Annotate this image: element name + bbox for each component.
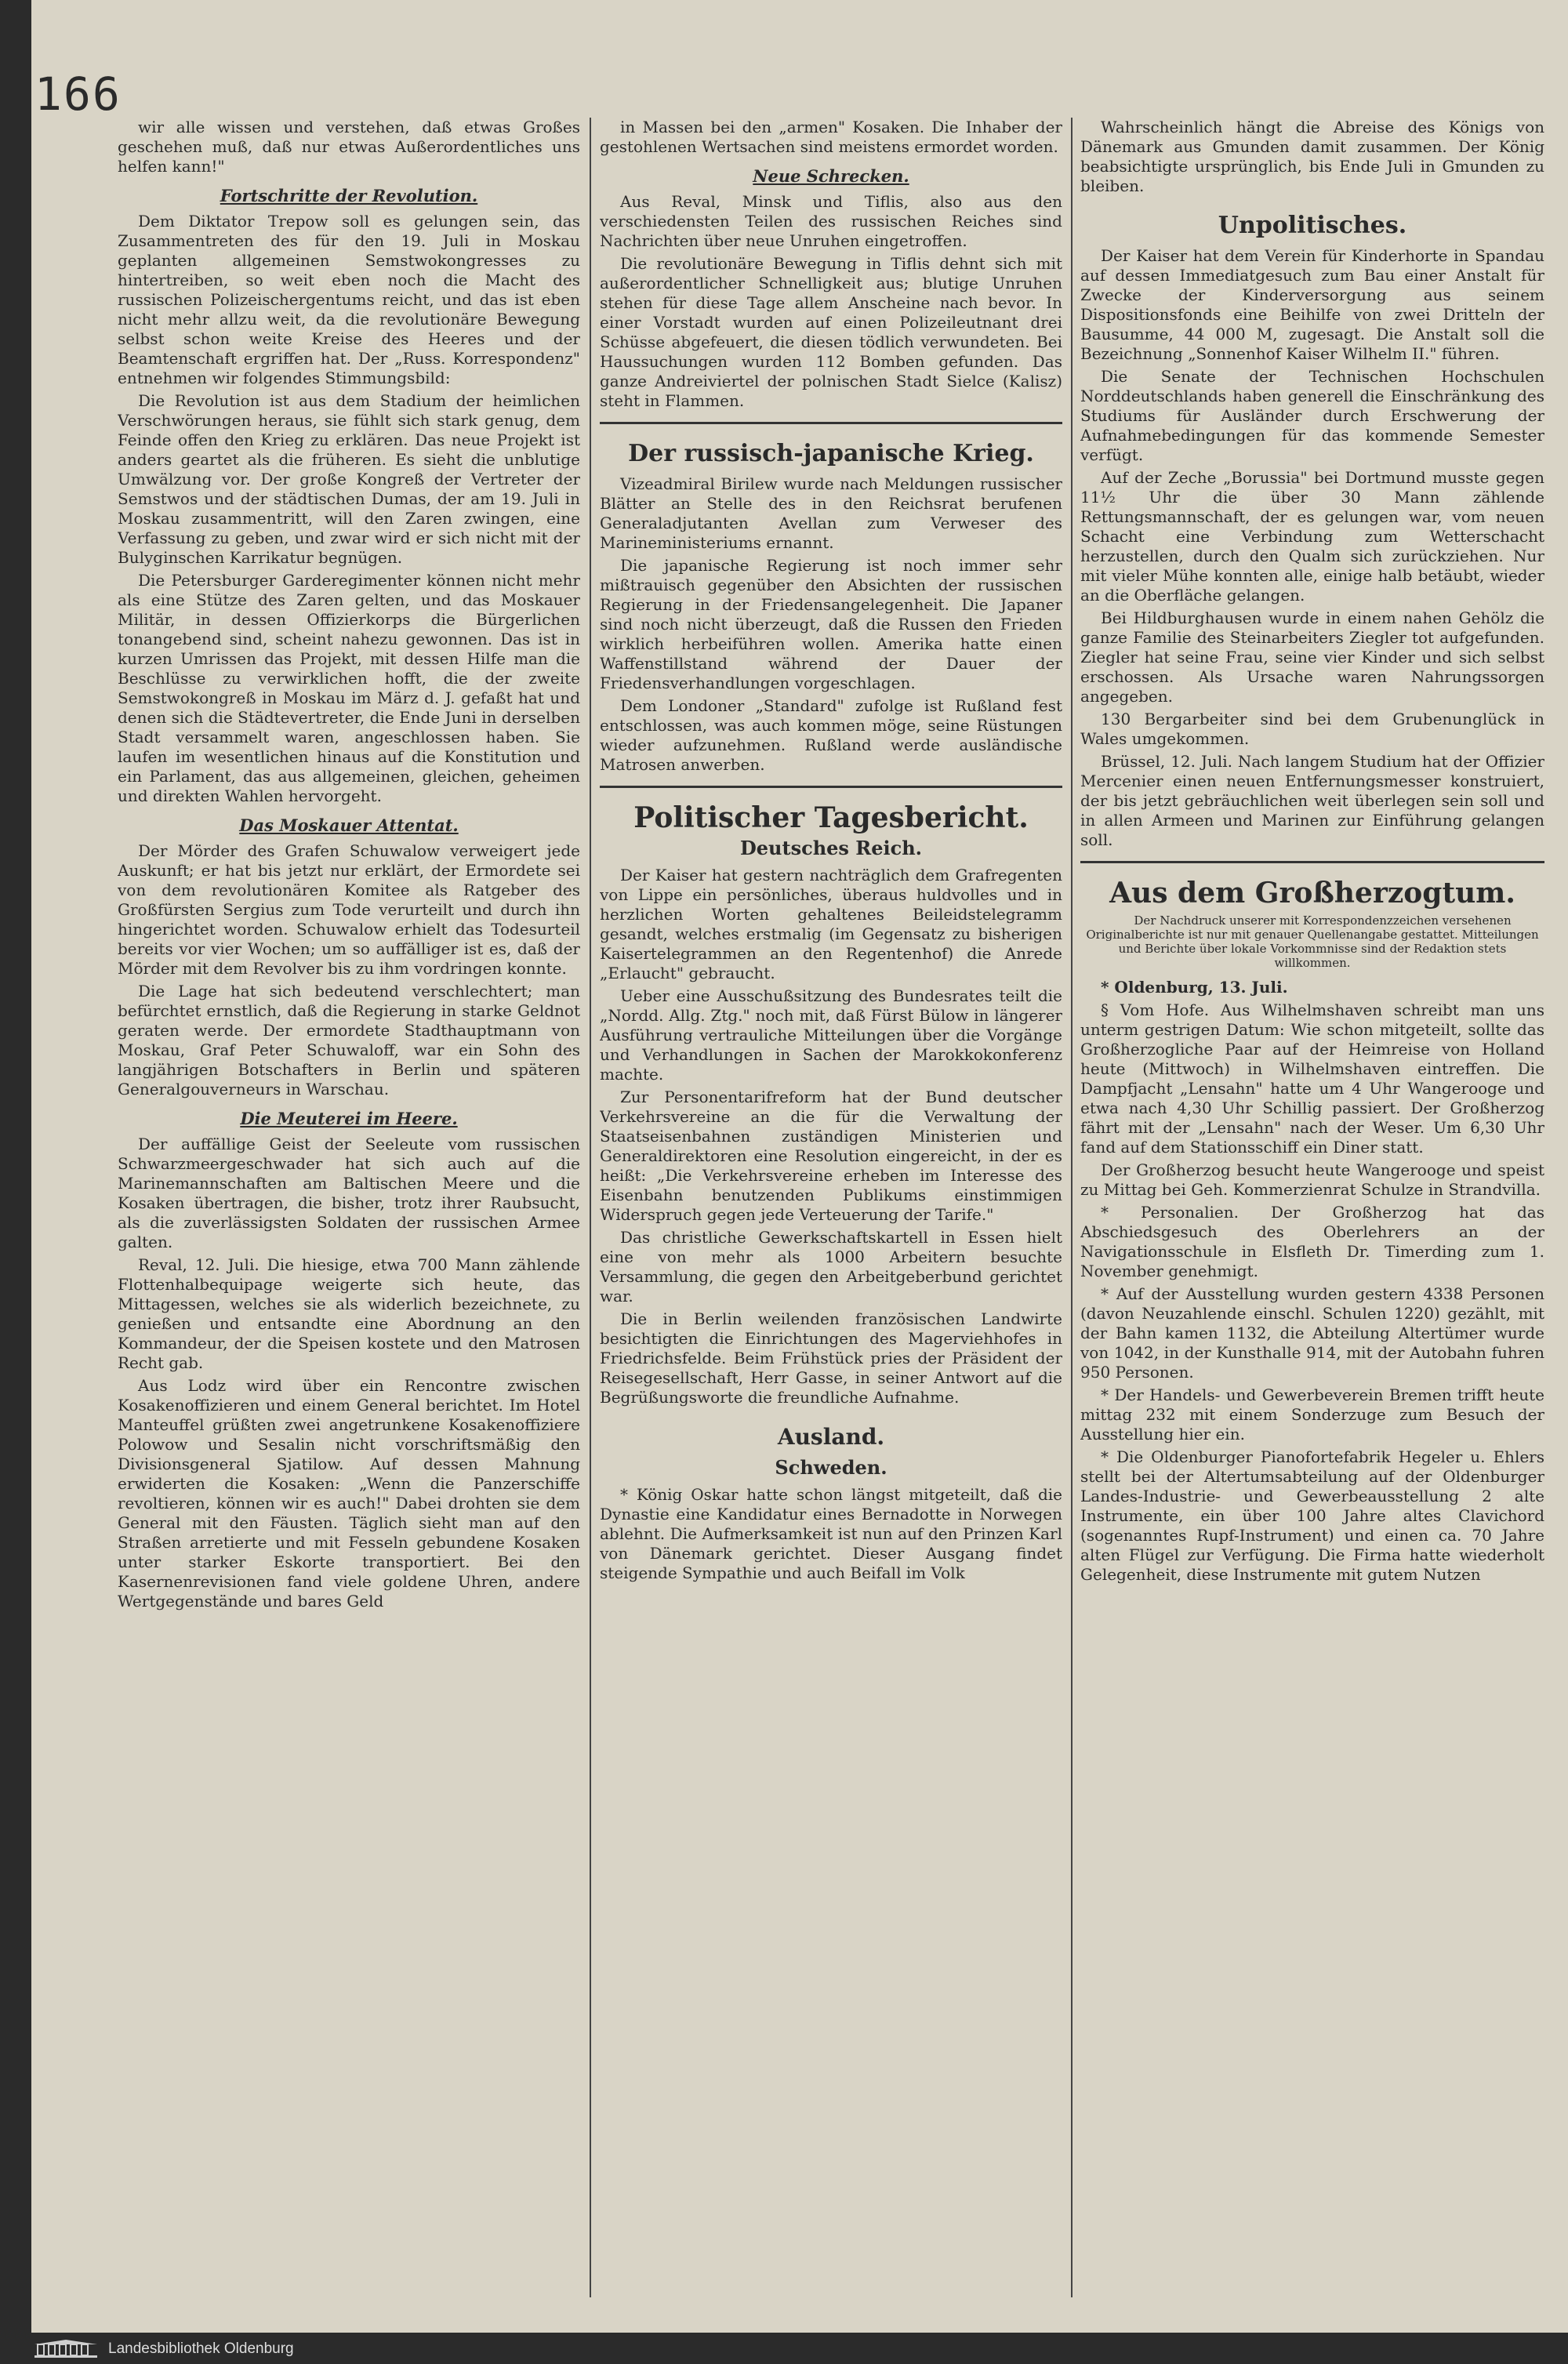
article-paragraph: Brüssel, 12. Juli. Nach langem Studium hat der Offizier Mercenier einen neuen Entfernungsmesser konstruiert, der bis jetzt gebräuchlichen weit überlegen sein soll und in allen Armeen und Marinen zur Einführung gelangen soll. xyxy=(1080,752,1544,849)
section-subtitle: Deutsches Reich. xyxy=(739,837,923,859)
article-paragraph: in Massen bei den „armen" Kosaken. Die Inhaber der gestohlenen Wertsachen sind meistens ermordet worden. xyxy=(600,118,1062,156)
library-name: Landesbibliothek Oldenburg xyxy=(108,2340,294,2357)
section-title: Der russisch-japanische Krieg. xyxy=(628,440,1034,467)
article-paragraph: Dem Diktator Trepow soll es gelungen sein, das Zusammentreten des für den 19. Juli in Moskau geplanten allgemeinen Semstwokongresses zu hintertreiben, so weit eben noch die Macht des russischen Polizeischergentums reicht, und das ist eben nicht mehr allzu weit, da die revolutionäre Bewegung selbst schon weite Kreise des Heeres und der Beamtenschaft ergriffen hat. Der „Russ. Korrespondenz" entnehmen wir folgendes Stimmungsbild: xyxy=(118,212,580,387)
column-divider xyxy=(1071,118,1073,2297)
article-paragraph: Der Kaiser hat gestern nachträglich dem Grafregenten von Lippe ein persönliches, überaus huldvolles und in herzlichen Worten gehaltenes Beileidstelegramm gesandt, welches erstmalig (im Gegensatz zu bisherigen Kaisertelegrammen an den Regentenhof) die Anrede „Erlaucht" gebraucht. xyxy=(600,866,1062,982)
article-paragraph: Bei Hildburghausen wurde in einem nahen Gehölz die ganze Familie des Steinarbeiters Ziegler tot aufgefunden. Ziegler hat seine Frau, seine vier Kinder und sich selbst erschossen. Als Ursache waren Nahrungssorgen angegeben. xyxy=(1080,608,1544,706)
article-paragraph: 130 Bergarbeiter sind bei dem Grubenunglück in Wales umgekommen. xyxy=(1080,710,1544,748)
article-paragraph: Der Mörder des Grafen Schuwalow verweigert jede Auskunft; er hat bis jetzt nur erklärt, der Ermordete sei von dem revolutionären Komitee als Ratgeber des Großfürsten Sergius zum Tode verurteilt und durch ihn hingerichtet worden. Schuwalow erhielt das Todesurteil bereits vor vier Wochen; um so auffälliger ist es, daß der Mörder mit dem Revolver bis zu ihm vordringen konnte. xyxy=(118,841,580,978)
article-paragraph: Ueber eine Ausschußsitzung des Bundesrates teilt die „Nordd. Allg. Ztg." noch mit, daß Fürst Bülow in längerer Ausführung vertrauliche Mitteilungen über die Vorgänge und Verhandlungen in Sachen der Marokkokonferenz machte. xyxy=(600,986,1062,1084)
article-paragraph: Die japanische Regierung ist noch immer sehr mißtrauisch gegenüber den Absichten der russischen Regierung in der Friedensangelegenheit. Die Japaner sind noch nicht überzeugt, daß die Russen den Frieden wirklich herbeiführen wollen. Amerika hatte einen Waffenstillstand während der Dauer der Friedensverhandlungen vorgeschlagen. xyxy=(600,556,1062,692)
article-paragraph: Zur Personentarifreform hat der Bund deutscher Verkehrsvereine an die für die Verwaltung der Staatseisenbahnen zuständigen Ministerien und Generaldirektoren eine Resolution eingereicht, in der es heißt: „Die Verkehrsvereine erheben im Interesse des Eisenbahn benutzenden Publikums einstimmigen Widerspruch gegen jede Verteuerung der Tarife." xyxy=(600,1088,1062,1224)
article-paragraph: Die revolutionäre Bewegung in Tiflis dehnt sich mit außerordentlicher Schnelligkeit aus; blutige Unruhen stehen für diese Tage allem Anscheine nach bevor. In einer Vorstadt wurden auf einen Polizeileutnant drei Schüsse abgefeuert, die diesen tödlich verwundeten. Bei Haussuchungen wurden 112 Bomben gefunden. Das ganze Andreiviertel der polnischen Stadt Sielce (Kalisz) steht in Flammen. xyxy=(600,254,1062,410)
article-paragraph: * Die Oldenburger Pianofortefabrik Hegeler u. Ehlers stellt bei der Altertumsabteilung auf der Oldenburger Landes-Industrie- und Gewerbeausstellung 2 alte Instrumente, ein über 100 Jahre altes Clavichord (sogenanntes Rupf-Instrument) und einen ca. 70 Jahre alten Flügel zur Verfügung. Die Firma hatte wiederholt Gelegenheit, diese Instrumente mit gutem Nutzen xyxy=(1080,1447,1544,1584)
column-3 xyxy=(1080,118,1544,2305)
article-paragraph: Wahrscheinlich hängt die Abreise des Königs von Dänemark aus Gmunden damit zusammen. Der König beabsichtigte ursprünglich, bis Ende Juli in Gmunden zu bleiben. xyxy=(1080,118,1544,195)
dateline: * Oldenburg, 13. Juli. xyxy=(1101,978,1288,997)
article-paragraph: Aus Reval, Minsk und Tiflis, also aus den verschiedensten Teilen des russischen Reiches sind Nachrichten über neue Unruhen eingetroffen. xyxy=(600,192,1062,250)
article-paragraph: * Der Handels- und Gewerbeverein Bremen trifft heute mittag 232 mit einem Sonderzuge zum Besuch der Ausstellung hier ein. xyxy=(1080,1385,1544,1443)
section-heading: Das Moskauer Attentat. xyxy=(239,815,459,835)
reprint-note: Der Nachdruck unserer mit Korrespondenzzeichen versehenen Originalberichte ist nur mit genauer Quellenangabe gestattet. Mitteilungen und Berichte über lokale Vorkommnisse sind der Redaktion stets willkommen. xyxy=(1086,913,1539,970)
article-paragraph: § Vom Hofe. Aus Wilhelmshaven schreibt man uns unterm gestrigen Datum: Wie schon mitgeteilt, sollte das Großherzogliche Paar auf der Heimreise von Holland heute (Mittwoch) in Wilhelmshaven eintreffen. Die Dampfjacht „Lensahn" hatte um 4 Uhr Wangerooge und etwa nach 4,30 Uhr Schillig passiert. Der Großherzog fährt mit der „Lensahn" nach der Weser. Um 6,30 Uhr fand auf dem Stationsschiff ein Diner statt. xyxy=(1080,1000,1544,1157)
article-paragraph: Reval, 12. Juli. Die hiesige, etwa 700 Mann zählende Flottenhalbequipage weigerte sich heute, das Mittagessen, welches sie als widerlich bezeichnete, zu genießen und entsandte eine Abordnung an den Kommandeur, der die Speisen kostete und den Matrosen Recht gab. xyxy=(118,1255,580,1372)
article-paragraph: Die in Berlin weilenden französischen Landwirte besichtigten die Einrichtungen des Magerviehhofes in Friedrichsfelde. Beim Frühstück pries der Präsident der Reisegesellschaft, Herr Gasse, in seiner Antwort auf die Begrüßungsworte die freundliche Aufnahme. xyxy=(600,1309,1062,1407)
article-paragraph: Das christliche Gewerkschaftskartell in Essen hielt eine von mehr als 1000 Arbeitern besuchte Versammlung, die gegen den Arbeitgeberbund gerichtet war. xyxy=(600,1228,1062,1305)
section-rule xyxy=(1080,861,1544,863)
article-paragraph: Die Lage hat sich bedeutend verschlechtert; man befürchtet ernstlich, daß die Regierung in starke Geldnot geraten werde. Der ermordete Stadthauptmann von Moskau, Graf Peter Schuwaloff, war ein Sohn des langjährigen Botschafters in Berlin und späteren Generalgouverneurs in Warschau. xyxy=(118,982,580,1098)
article-paragraph: wir alle wissen und verstehen, daß etwas Großes geschehen muß, daß nur etwas Außerordentliches uns helfen kann!" xyxy=(118,118,580,176)
section-title: Ausland. xyxy=(777,1424,885,1450)
article-paragraph: * König Oskar hatte schon längst mitgeteilt, daß die Dynastie eine Kandidatur eines Bernadotte in Norwegen ablehnt. Die Aufmerksamkeit ist nun auf den Prinzen Karl von Dänemark gerichtet. Dieser Ausgang findet steigende Sympathie und auch Beifall im Volk xyxy=(600,1485,1062,1582)
section-title: Aus dem Großherzogtum. xyxy=(1109,877,1515,910)
article-paragraph: Auf der Zeche „Borussia" bei Dortmund musste gegen 11½ Uhr die über 30 Mann zählende Rettungsmannschaft, der es gelungen war, vom neuen Schacht eine Verbindung zum Wetterschacht herzustellen, durch den Qualm sich zurückziehen. Nur mit vieler Mühe konnten alle, einige halb betäubt, wieder an die Oberfläche gelangen. xyxy=(1080,468,1544,605)
column-divider xyxy=(590,118,591,2297)
article-paragraph: Der auffällige Geist der Seeleute vom russischen Schwarzmeergeschwader hat sich auch auf die Marinemannschaften am Baltischen Meere und die Kosaken übertragen, die bisher, trotz ihrer Raubsucht, als die zuverlässigsten Soldaten der russischen Armee galten. xyxy=(118,1135,580,1251)
article-paragraph: * Personalien. Der Großherzog hat das Abschiedsgesuch des Oberlehrers an der Navigationsschule in Elsfleth Dr. Timerding zum 1. November genehmigt. xyxy=(1080,1203,1544,1280)
article-paragraph: * Auf der Ausstellung wurden gestern 4338 Personen (davon Neuzahlende einschl. Schulen 1220) gezählt, mit der Bahn kamen 1132, die Abteilung Altertümer wurde von 1042, in der Kunsthalle 914, mit der Autobahn fuhren 950 Personen. xyxy=(1080,1284,1544,1382)
section-heading: Fortschritte der Revolution. xyxy=(220,186,478,205)
library-logo-icon xyxy=(34,2340,97,2359)
article-paragraph: Der Großherzog besucht heute Wangerooge und speist zu Mittag bei Geh. Kommerzienrat Schulze in Strandvilla. xyxy=(1080,1160,1544,1199)
article-paragraph: Aus Lodz wird über ein Rencontre zwischen Kosakenoffizieren und einem General berichtet. Im Hotel Manteuffel grüßten zwei angetrunkene Kosakenoffiziere Polowow und Sesalin nicht vorschriftsmäßig den Divisionsgeneral Sjatilow. Auf dessen Mahnung erwiderten die Kosaken: „Wenn die Panzerschiffe revoltieren, können wir es auch!" Dabei drohten sie dem General mit den Fäusten. Täglich sieht man auf den Straßen arretierte und mit Fesseln gebundene Kosaken unter starker Eskorte transportiert. Bei den Kasernenrevisionen fand viele goldene Uhren, andere Wertgegenstände und bares Geld xyxy=(118,1376,580,1610)
section-subtitle: Schweden. xyxy=(775,1456,887,1479)
column-2 xyxy=(600,118,1062,2305)
section-heading: Neue Schrecken. xyxy=(753,166,909,186)
article-paragraph: Die Revolution ist aus dem Stadium der heimlichen Verschwörungen heraus, sie fühlt sich stark genug, dem Feinde offen den Krieg zu erklären. Das neue Projekt ist anders geartet als die früheren. Es sieht die unblutige Umwälzung vor. Der große Kongreß der Vertreter der Semstwos und der städtischen Dumas, der am 19. Juli in Moskau zusammentritt, will den Zaren zwingen, eine Verfassung zu geben, und zwar wird er sich nicht mit der Bulyginschen Karrikatur begnügen. xyxy=(118,391,580,567)
article-paragraph: Die Senate der Technischen Hochschulen Norddeutschlands haben generell die Einschränkung des Studiums für Ausländer durch Erschwerung der Aufnahmebedingungen für das kommende Semester verfügt. xyxy=(1080,367,1544,464)
section-rule xyxy=(600,786,1062,788)
section-title: Politischer Tagesbericht. xyxy=(633,801,1029,834)
article-paragraph: Vizeadmiral Birilew wurde nach Meldungen russischer Blätter an Stelle des in den Reichsrat berufenen Generaladjutanten Avellan zum Verweser des Marineministeriums ernannt. xyxy=(600,474,1062,552)
section-title: Unpolitisches. xyxy=(1218,212,1407,239)
article-paragraph: Die Petersburger Garderegimenter können nicht mehr als eine Stütze des Zaren gelten, und das Moskauer Militär, in dessen Offizierkorps die Bürgerlichen tonangebend sind, scheint nahezu gewonnen. Das ist in kurzen Umrissen das Projekt, mit dessen Hilfe man die Beschlüsse zu verwirklichen hofft, die der zweite Semstwokongreß in Moskau im März d. J. gefaßt hat und denen sich die Städtevertreter, die Ende Juni in derselben Stadt versammelt waren, angeschlossen haben. Sie laufen im wesentlichen hinaus auf die Konstitution und ein Parlament, das aus allgemeinen, gleichen, geheimen und direkten Wahlen hervorgeht. xyxy=(118,571,580,805)
section-heading: Die Meuterei im Heere. xyxy=(240,1109,458,1128)
page-number: 166 xyxy=(34,67,122,121)
article-paragraph: Dem Londoner „Standard" zufolge ist Rußland fest entschlossen, was auch kommen möge, seine Rüstungen wieder aufzunehmen. Rußland werde ausländische Matrosen anwerben. xyxy=(600,696,1062,774)
section-rule xyxy=(600,422,1062,424)
column-1 xyxy=(118,118,580,2305)
article-paragraph: Der Kaiser hat dem Verein für Kinderhorte in Spandau auf dessen Immediatgesuch zum Bau einer Anstalt für Zwecke der Kinderversorgung aus seinem Dispositionsfonds eine Beihilfe von zwei Dritteln der Bausumme, 44 000 M, zugesagt. Die Anstalt soll die Bezeichnung „Sonnenhof Kaiser Wilhelm II." führen. xyxy=(1080,246,1544,363)
